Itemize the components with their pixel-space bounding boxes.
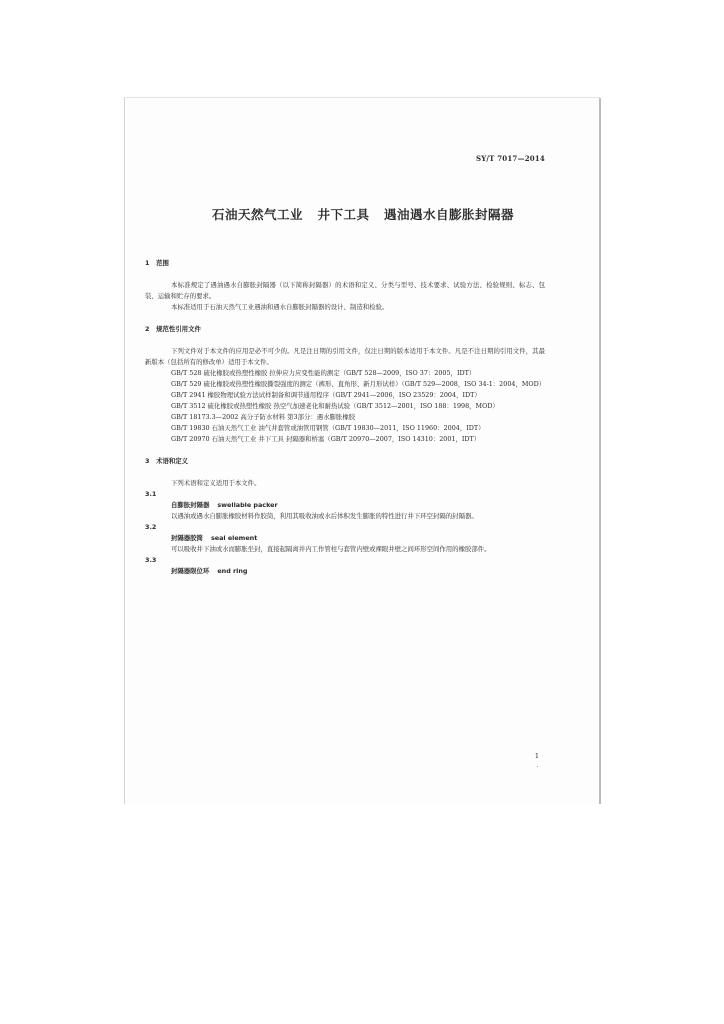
reference-item: GB/T 19830 石油天然气工业 油气井套管或油管用钢管（GB/T 19830—2011，ISO 11960：2004，IDT） [171, 424, 485, 432]
scope-paragraph: 本标准适用于石油天然气工业遇油和遇水自膨胀封隔器的设计、制造和检验。 [171, 303, 389, 311]
reference-item: GB/T 528 硫化橡胶或热塑性橡胶 拉伸应力应变性能的测定（GB/T 528—2009，ISO 37：2005，IDT） [171, 369, 476, 377]
terms-intro: 下列术语和定义适用于本文件。 [171, 479, 261, 487]
document-page [124, 98, 601, 804]
document-body [145, 258, 545, 577]
term-zh: 封隔器胶筒 [171, 534, 203, 542]
term-name [171, 500, 545, 511]
term-zh: 封隔器限位环 [171, 567, 210, 575]
term-name [171, 533, 545, 544]
reference-item: GB/T 18173.3—2002 高分子防水材料 第3部分：遇水膨胀橡胶 [171, 413, 356, 421]
term-number: 3.2 [145, 523, 157, 531]
references-intro: 下列文件对于本文件的应用是必不可少的。凡是注日期的引用文件，仅注日期的版本适用于本文件。凡是不注日期的引用文件，其最新版本（包括所有的修改单）适用于本文件。 [145, 347, 545, 366]
page-right-edge [599, 98, 601, 804]
reference-item: GB/T 20970 石油天然气工业 井下工具 封隔器和桥塞（GB/T 20970—2007，ISO 14310：2001，IDT） [171, 435, 481, 443]
term-definition: 以遇油或遇水自膨胀橡胶材料作胶筒，利用其吸收油或水后体积发生膨胀的特性进行井下环空封隔的封隔器。 [171, 512, 478, 520]
section-heading-references: 2 规范性引用文件 [145, 325, 201, 333]
reference-item: GB/T 2941 橡胶物理试验方法试样制备和调节通用程序（GB/T 2941—2006，ISO 23529：2004，IDT） [171, 391, 481, 399]
term-definition: 可以吸收井下油或水而膨胀坐封，直接起隔离井内工作管柱与套管内壁或裸眼井壁之间环形空间作用的橡胶部件。 [171, 545, 491, 553]
section-heading-scope: 1 范围 [145, 259, 169, 267]
page-number: 1 [534, 752, 539, 760]
term-en: swellable packer [217, 501, 278, 509]
term-number: 3.1 [145, 490, 157, 498]
term-name [171, 566, 545, 577]
scan-speck [537, 766, 538, 767]
standard-code: SY/T 7017—2014 [475, 154, 545, 163]
reference-item: GB/T 529 硫化橡胶或热塑性橡胶撕裂强度的测定（裤形、直角形、新月形试样）（GB/T 529—2008，ISO 34-1：2004，MOD） [171, 380, 546, 388]
section-heading-terms: 3 术语和定义 [145, 457, 189, 465]
term-number: 3.3 [145, 556, 157, 564]
page-title: 石油天然气工业 井下工具 遇油遇水自膨胀封隔器 [211, 207, 515, 222]
reference-item: GB/T 3512 硫化橡胶或热塑性橡胶 热空气加速老化和耐热试验（GB/T 3512—2001，ISO 188：1998，MOD） [171, 402, 499, 410]
scope-paragraph: 本标准规定了遇油遇水自膨胀封隔器（以下简称封隔器）的术语和定义、分类与型号、技术要求、试验方法、检验规则、标志、包装、运输和贮存的要求。 [145, 281, 545, 300]
term-en: end ring [217, 567, 248, 575]
term-zh: 自膨胀封隔器 [171, 501, 210, 509]
term-en: seal element [210, 534, 258, 542]
